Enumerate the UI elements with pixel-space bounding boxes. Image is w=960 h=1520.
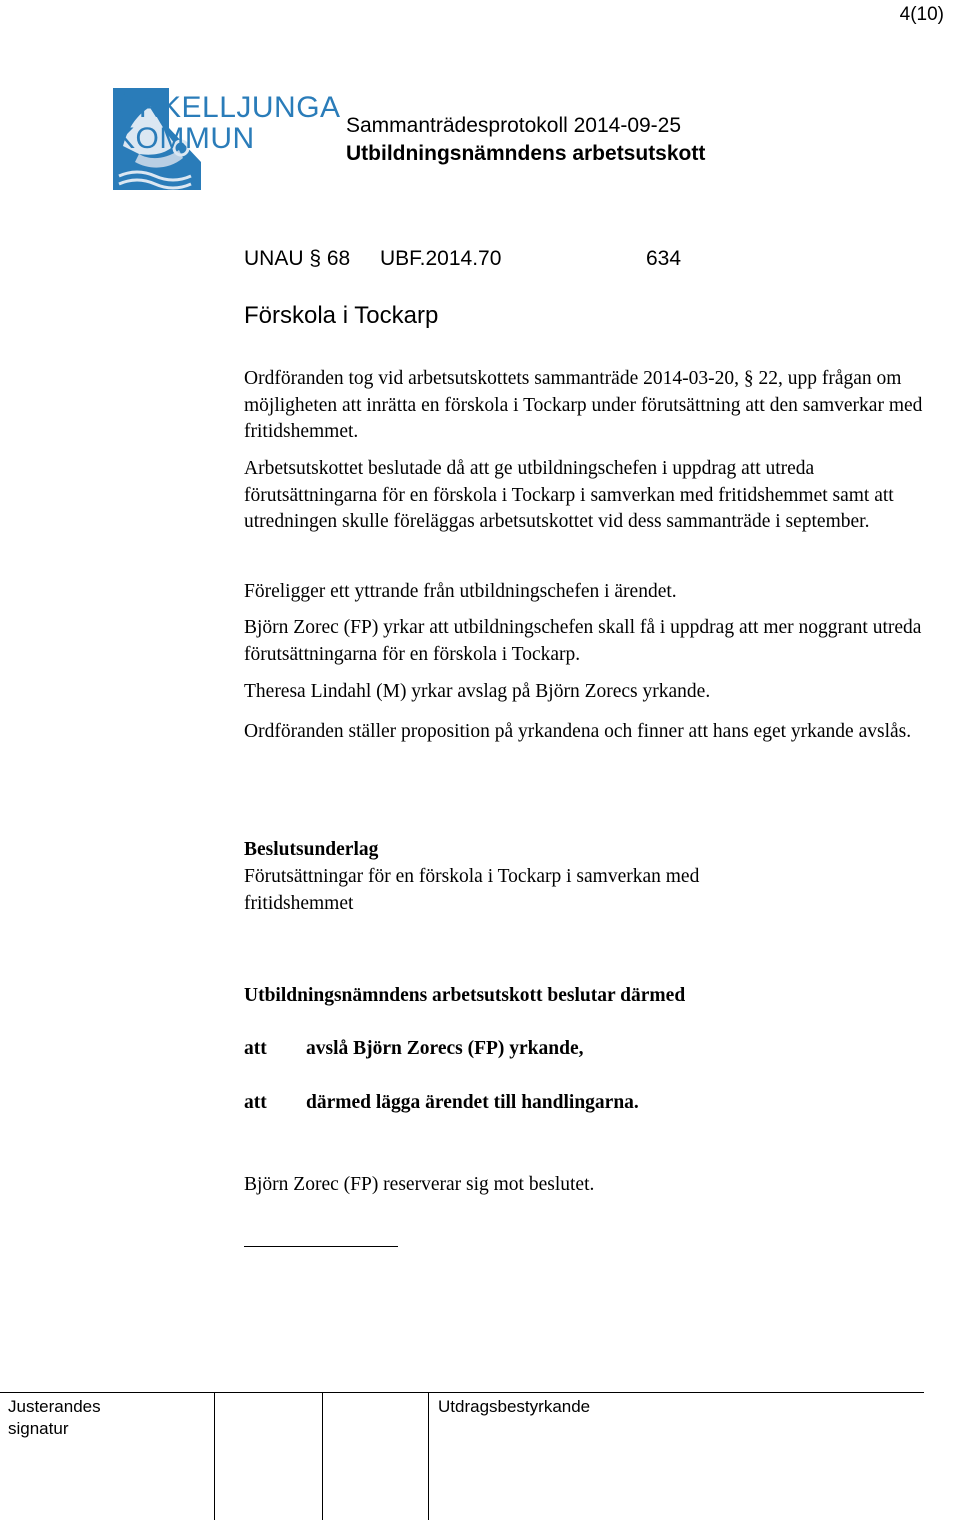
decision-item-2 — [244, 1092, 639, 1114]
case-reference — [244, 247, 681, 271]
footer-divider-1 — [214, 1392, 215, 1520]
decision-text: därmed lägga ärendet till handlingarna. — [306, 1092, 639, 1113]
paragraph-2: Arbetsutskottet beslutade då att ge utbildningschefen i uppdrag att utreda förutsättningarna för en förskola i Tockarp i samverkan med fritidshemmet samt att utredningen skulle föreläggas arbetsutskottet vid dess sammanträde i september. — [244, 458, 894, 532]
paragraph-5: Theresa Lindahl (M) yrkar avslag på Björn Zorecs yrkande. — [244, 681, 711, 702]
decision-prefix: att — [244, 1092, 267, 1113]
paragraph-4: Björn Zorec (FP) yrkar att utbildningschefen skall få i uppdrag att mer noggrant utreda förutsättningarna för en förskola i Tockarp. — [244, 617, 922, 665]
logo-line-2: KOMMUN — [115, 122, 255, 155]
decision-prefix: att — [244, 1038, 267, 1059]
footer-rule — [0, 1392, 924, 1393]
page-number: 4(10) — [899, 4, 944, 25]
paragraph-1: Ordföranden tog vid arbetsutskottets sammanträde 2014-03-20, § 22, upp frågan om möjligheten att inrätta en förskola i Tockarp under förutsättning att den samverkar med fritidshemmet. — [244, 368, 923, 442]
paragraph-3: Föreligger ett yttrande från utbildningschefen i ärendet. — [244, 581, 677, 602]
paragraph-6: Ordföranden ställer proposition på yrkandena och finner att hans eget yrkande avslås. — [244, 721, 912, 742]
section-title: Förskola i Tockarp — [244, 302, 439, 329]
reservation-note: Björn Zorec (FP) reserverar sig mot beslutet. — [244, 1174, 595, 1195]
decision-heading: Utbildningsnämndens arbetsutskott beslutar därmed — [244, 985, 686, 1006]
basis-heading: Beslutsunderlag — [244, 839, 379, 860]
signature-label — [8, 1396, 101, 1440]
extract-label: Utdragsbestyrkande — [438, 1397, 591, 1416]
signature-label-line-2: signatur — [8, 1419, 69, 1438]
decision-item-1 — [244, 1038, 584, 1060]
footer-divider-3 — [428, 1392, 429, 1520]
basis-text: Förutsättningar för en förskola i Tockarp i samverkan med fritidshemmet — [244, 866, 700, 914]
document-number: 634 — [646, 247, 682, 270]
divider — [244, 1246, 398, 1247]
document-header — [346, 112, 705, 168]
paragraph-code: UNAU § 68 — [244, 247, 351, 270]
committee-name: Utbildningsnämndens arbetsutskott — [346, 142, 706, 165]
decision-text: avslå Björn Zorecs (FP) yrkande, — [306, 1038, 584, 1059]
protocol-title: Sammanträdesprotokoll 2014-09-25 — [346, 114, 682, 137]
logo-wordmark — [115, 92, 341, 154]
case-number: UBF.2014.70 — [380, 247, 502, 270]
signature-label-line-1: Justerandes — [8, 1397, 101, 1416]
logo-line-1: ÖRKELLJUNGA — [115, 91, 341, 124]
footer-divider-2 — [322, 1392, 323, 1520]
